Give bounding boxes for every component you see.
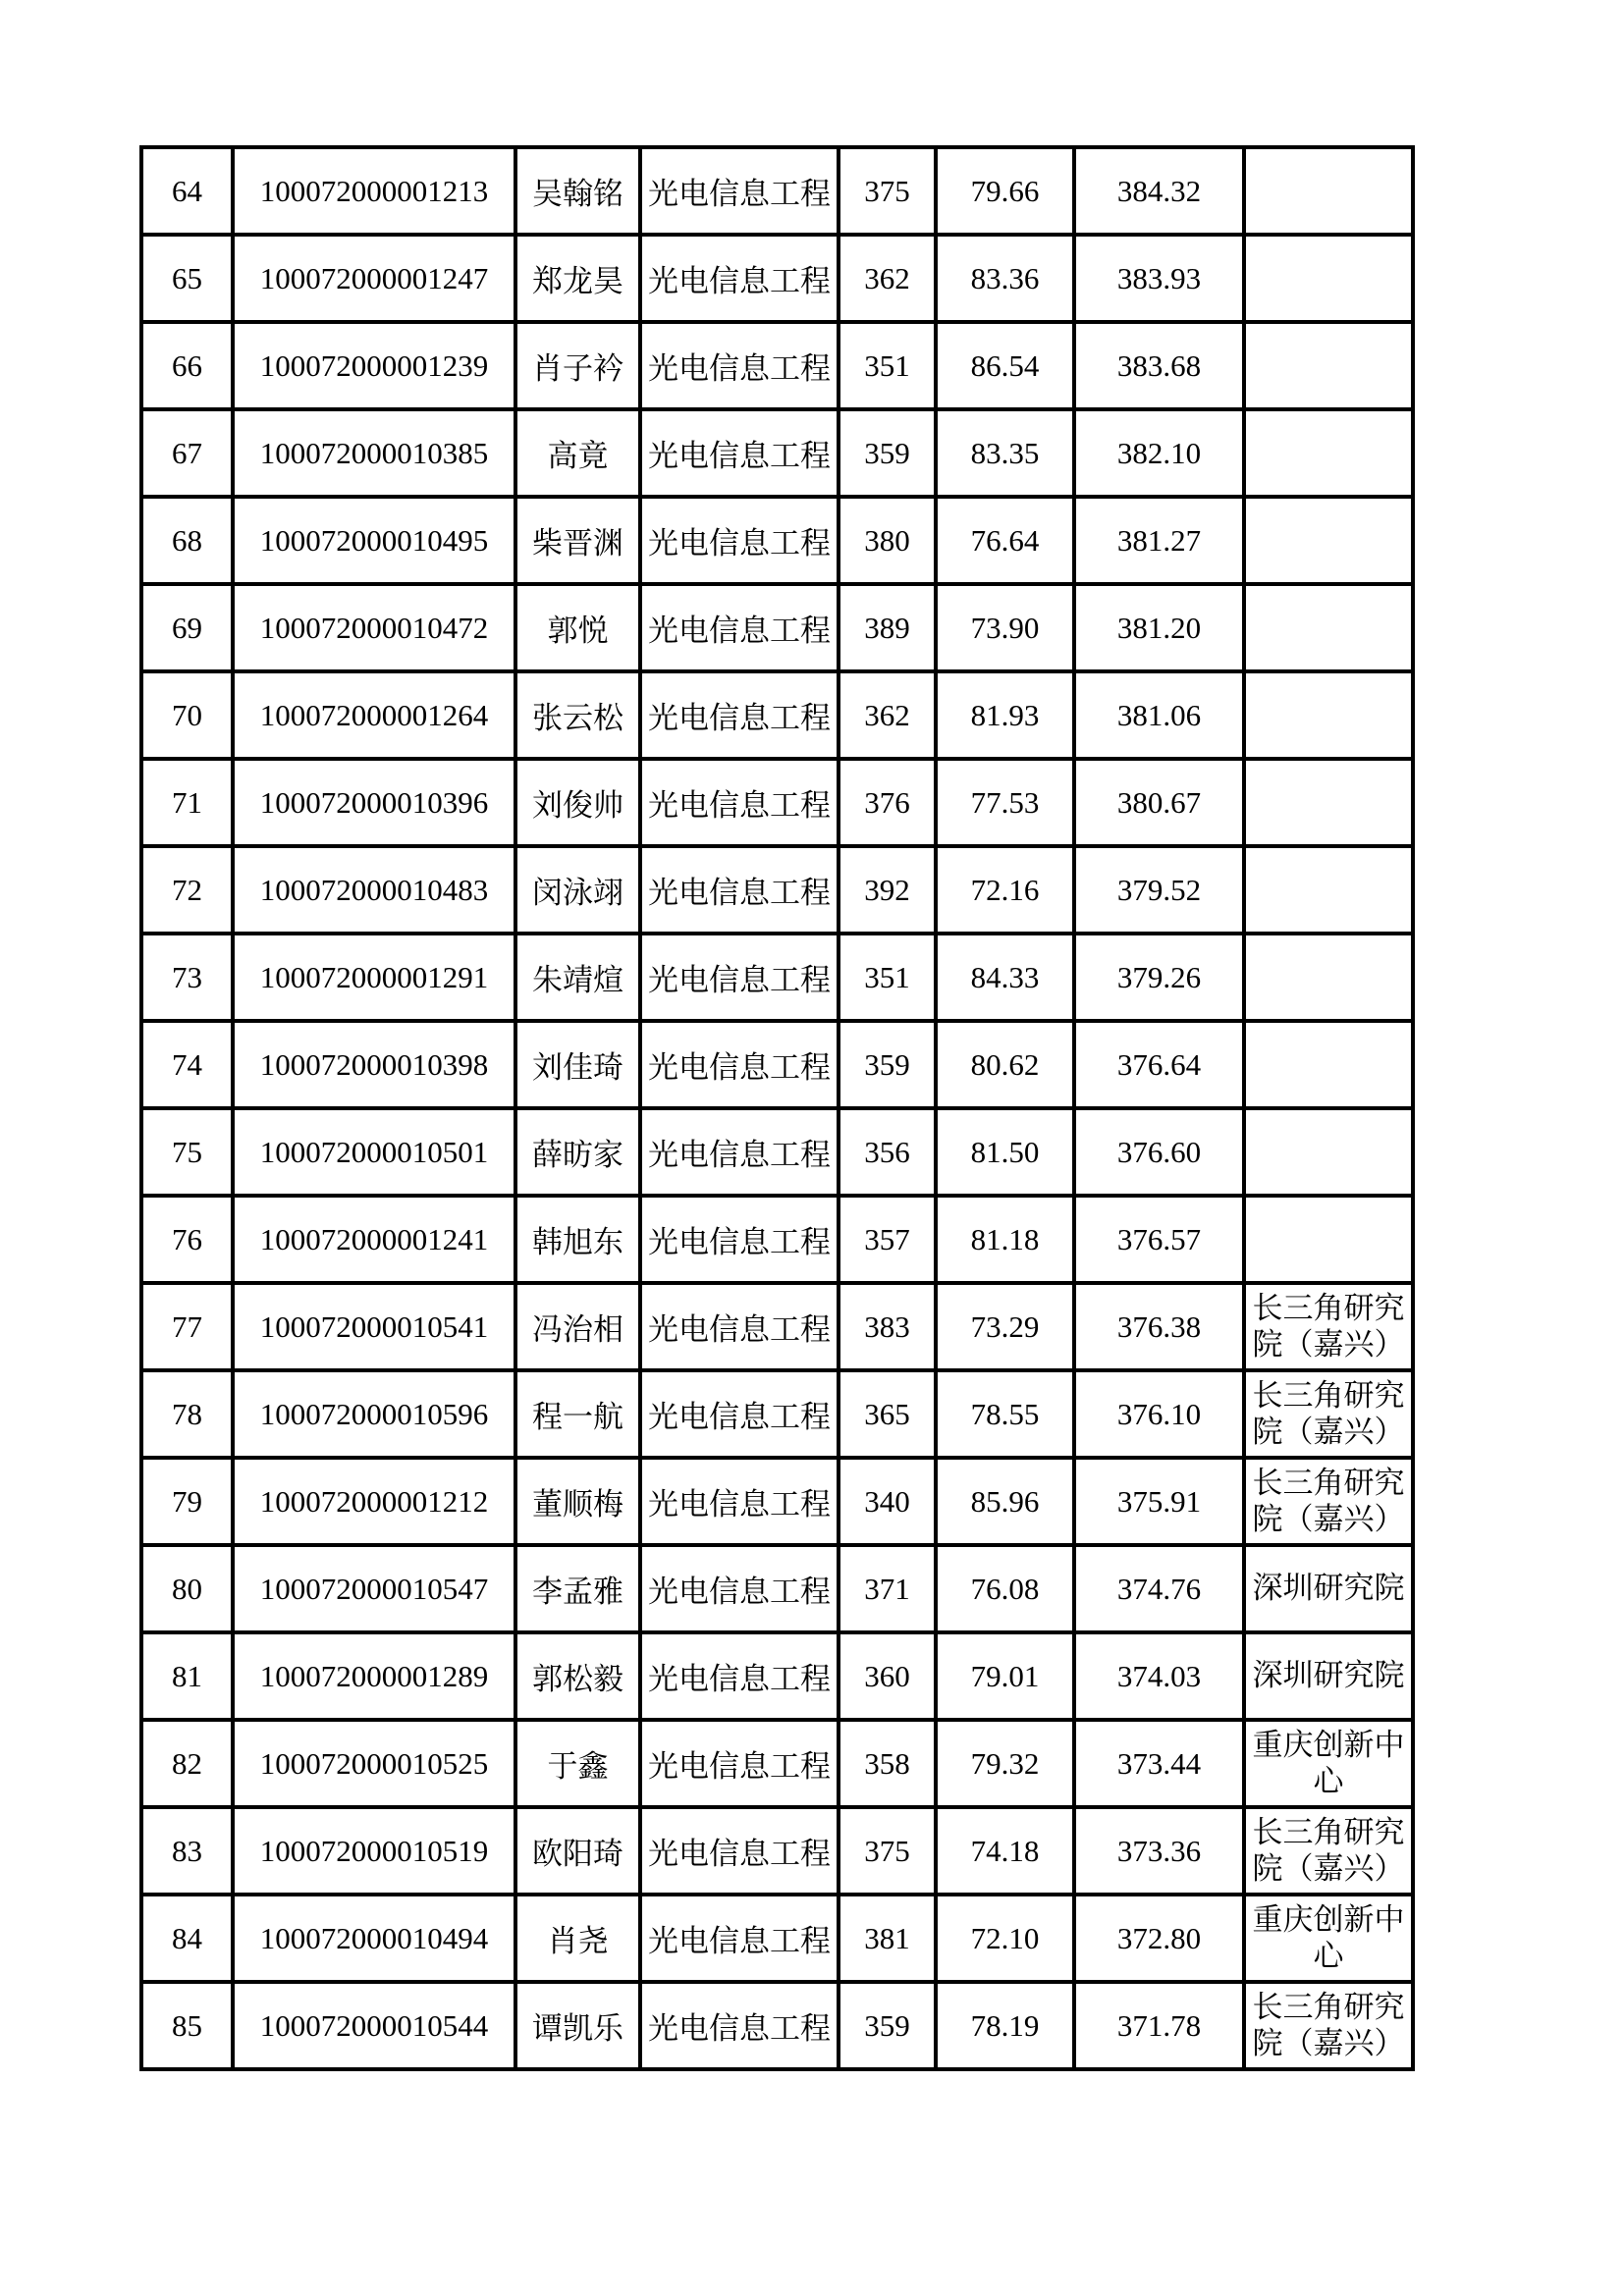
cell-name: 李孟雅	[515, 1545, 640, 1632]
cell-major: 光电信息工程	[640, 1458, 839, 1545]
cell-total: 379.52	[1074, 846, 1244, 934]
cell-major: 光电信息工程	[640, 1545, 839, 1632]
cell-major: 光电信息工程	[640, 846, 839, 934]
cell-total: 384.32	[1074, 147, 1244, 235]
cell-total: 380.67	[1074, 759, 1244, 846]
cell-id: 100072000010547	[233, 1545, 515, 1632]
cell-name: 程一航	[515, 1370, 640, 1458]
table-row	[141, 759, 1413, 846]
cell-id: 100072000001291	[233, 934, 515, 1021]
table-row	[141, 846, 1413, 934]
cell-note: 长三角研究院（嘉兴）	[1244, 1370, 1413, 1458]
cell-total: 383.68	[1074, 322, 1244, 409]
cell-major: 光电信息工程	[640, 1982, 839, 2069]
cell-total: 371.78	[1074, 1982, 1244, 2069]
cell-score1: 376	[839, 759, 936, 846]
cell-score1: 357	[839, 1196, 936, 1283]
cell-seq: 76	[141, 1196, 233, 1283]
cell-seq: 72	[141, 846, 233, 934]
cell-note: 长三角研究院（嘉兴）	[1244, 1458, 1413, 1545]
cell-note	[1244, 584, 1413, 671]
cell-major: 光电信息工程	[640, 1720, 839, 1807]
cell-score2: 73.90	[936, 584, 1074, 671]
cell-total: 372.80	[1074, 1895, 1244, 1982]
cell-total: 373.36	[1074, 1807, 1244, 1895]
cell-seq: 83	[141, 1807, 233, 1895]
cell-total: 379.26	[1074, 934, 1244, 1021]
cell-score1: 358	[839, 1720, 936, 1807]
cell-major: 光电信息工程	[640, 409, 839, 497]
cell-major: 光电信息工程	[640, 147, 839, 235]
cell-major: 光电信息工程	[640, 934, 839, 1021]
cell-note	[1244, 235, 1413, 322]
cell-note: 长三角研究院（嘉兴）	[1244, 1283, 1413, 1370]
table-row	[141, 1196, 1413, 1283]
cell-total: 376.38	[1074, 1283, 1244, 1370]
table-row	[141, 409, 1413, 497]
cell-id: 100072000001239	[233, 322, 515, 409]
cell-id: 100072000010385	[233, 409, 515, 497]
cell-id: 100072000001264	[233, 671, 515, 759]
cell-score2: 72.16	[936, 846, 1074, 934]
cell-score2: 81.93	[936, 671, 1074, 759]
cell-major: 光电信息工程	[640, 671, 839, 759]
table-row	[141, 1370, 1413, 1458]
cell-total: 381.27	[1074, 497, 1244, 584]
cell-seq: 66	[141, 322, 233, 409]
cell-note: 深圳研究院	[1244, 1545, 1413, 1632]
cell-note: 长三角研究院（嘉兴）	[1244, 1807, 1413, 1895]
cell-note	[1244, 759, 1413, 846]
cell-score2: 83.36	[936, 235, 1074, 322]
cell-major: 光电信息工程	[640, 759, 839, 846]
cell-score1: 360	[839, 1632, 936, 1720]
cell-seq: 79	[141, 1458, 233, 1545]
table-row	[141, 147, 1413, 235]
cell-major: 光电信息工程	[640, 1021, 839, 1108]
cell-id: 100072000001241	[233, 1196, 515, 1283]
cell-note	[1244, 497, 1413, 584]
cell-total: 376.64	[1074, 1021, 1244, 1108]
table-row	[141, 1982, 1413, 2069]
cell-score1: 351	[839, 322, 936, 409]
table-row	[141, 1545, 1413, 1632]
cell-name: 薛昉家	[515, 1108, 640, 1196]
cell-id: 100072000010483	[233, 846, 515, 934]
cell-score2: 81.18	[936, 1196, 1074, 1283]
table-row	[141, 1021, 1413, 1108]
cell-major: 光电信息工程	[640, 1108, 839, 1196]
cell-score1: 362	[839, 235, 936, 322]
cell-score2: 79.01	[936, 1632, 1074, 1720]
cell-name: 郭悦	[515, 584, 640, 671]
cell-name: 朱靖煊	[515, 934, 640, 1021]
cell-score1: 351	[839, 934, 936, 1021]
cell-total: 383.93	[1074, 235, 1244, 322]
cell-score2: 79.32	[936, 1720, 1074, 1807]
cell-major: 光电信息工程	[640, 584, 839, 671]
cell-score1: 359	[839, 1982, 936, 2069]
cell-score2: 86.54	[936, 322, 1074, 409]
cell-score2: 83.35	[936, 409, 1074, 497]
cell-total: 375.91	[1074, 1458, 1244, 1545]
cell-name: 吴翰铭	[515, 147, 640, 235]
cell-name: 郭松毅	[515, 1632, 640, 1720]
cell-name: 高竟	[515, 409, 640, 497]
cell-score2: 74.18	[936, 1807, 1074, 1895]
cell-total: 376.57	[1074, 1196, 1244, 1283]
cell-score2: 78.55	[936, 1370, 1074, 1458]
cell-score2: 78.19	[936, 1982, 1074, 2069]
table-row	[141, 497, 1413, 584]
cell-score2: 81.50	[936, 1108, 1074, 1196]
cell-major: 光电信息工程	[640, 235, 839, 322]
cell-id: 100072000001247	[233, 235, 515, 322]
cell-seq: 78	[141, 1370, 233, 1458]
table-row	[141, 934, 1413, 1021]
cell-note	[1244, 147, 1413, 235]
cell-seq: 80	[141, 1545, 233, 1632]
cell-seq: 69	[141, 584, 233, 671]
cell-score1: 383	[839, 1283, 936, 1370]
cell-score2: 79.66	[936, 147, 1074, 235]
cell-seq: 85	[141, 1982, 233, 2069]
cell-total: 374.03	[1074, 1632, 1244, 1720]
cell-major: 光电信息工程	[640, 1370, 839, 1458]
cell-name: 欧阳琦	[515, 1807, 640, 1895]
cell-note	[1244, 1196, 1413, 1283]
cell-name: 刘佳琦	[515, 1021, 640, 1108]
cell-seq: 68	[141, 497, 233, 584]
cell-score1: 365	[839, 1370, 936, 1458]
cell-score2: 73.29	[936, 1283, 1074, 1370]
cell-name: 谭凯乐	[515, 1982, 640, 2069]
cell-score1: 359	[839, 1021, 936, 1108]
cell-total: 374.76	[1074, 1545, 1244, 1632]
cell-seq: 67	[141, 409, 233, 497]
table-row	[141, 671, 1413, 759]
cell-note	[1244, 1021, 1413, 1108]
cell-major: 光电信息工程	[640, 1283, 839, 1370]
cell-id: 100072000001213	[233, 147, 515, 235]
cell-score2: 85.96	[936, 1458, 1074, 1545]
cell-name: 肖子衿	[515, 322, 640, 409]
cell-id: 100072000001289	[233, 1632, 515, 1720]
cell-note	[1244, 322, 1413, 409]
table-row	[141, 1807, 1413, 1895]
cell-score2: 72.10	[936, 1895, 1074, 1982]
table-row	[141, 1283, 1413, 1370]
cell-total: 381.06	[1074, 671, 1244, 759]
cell-score2: 84.33	[936, 934, 1074, 1021]
cell-note	[1244, 846, 1413, 934]
cell-name: 郑龙昊	[515, 235, 640, 322]
cell-id: 100072000010494	[233, 1895, 515, 1982]
cell-score1: 371	[839, 1545, 936, 1632]
cell-seq: 82	[141, 1720, 233, 1807]
cell-name: 刘俊帅	[515, 759, 640, 846]
cell-seq: 65	[141, 235, 233, 322]
table-row	[141, 1632, 1413, 1720]
cell-score1: 340	[839, 1458, 936, 1545]
cell-score1: 380	[839, 497, 936, 584]
cell-seq: 70	[141, 671, 233, 759]
cell-seq: 77	[141, 1283, 233, 1370]
cell-major: 光电信息工程	[640, 322, 839, 409]
cell-note	[1244, 1108, 1413, 1196]
cell-score2: 80.62	[936, 1021, 1074, 1108]
cell-score1: 375	[839, 1807, 936, 1895]
cell-total: 381.20	[1074, 584, 1244, 671]
cell-id: 100072000010519	[233, 1807, 515, 1895]
cell-major: 光电信息工程	[640, 1632, 839, 1720]
cell-note: 重庆创新中心	[1244, 1895, 1413, 1982]
score-table-body	[141, 147, 1413, 2069]
cell-id: 100072000010472	[233, 584, 515, 671]
cell-score2: 76.08	[936, 1545, 1074, 1632]
cell-id: 100072000010525	[233, 1720, 515, 1807]
cell-note: 重庆创新中心	[1244, 1720, 1413, 1807]
cell-note	[1244, 671, 1413, 759]
cell-score1: 356	[839, 1108, 936, 1196]
cell-total: 376.10	[1074, 1370, 1244, 1458]
table-row	[141, 1720, 1413, 1807]
cell-score1: 381	[839, 1895, 936, 1982]
cell-major: 光电信息工程	[640, 497, 839, 584]
cell-id: 100072000010495	[233, 497, 515, 584]
cell-name: 韩旭东	[515, 1196, 640, 1283]
cell-note	[1244, 934, 1413, 1021]
cell-id: 100072000001212	[233, 1458, 515, 1545]
score-table	[139, 145, 1415, 2071]
table-row	[141, 1458, 1413, 1545]
cell-seq: 75	[141, 1108, 233, 1196]
cell-score1: 359	[839, 409, 936, 497]
cell-note: 深圳研究院	[1244, 1632, 1413, 1720]
cell-major: 光电信息工程	[640, 1196, 839, 1283]
cell-id: 100072000010541	[233, 1283, 515, 1370]
cell-name: 肖尧	[515, 1895, 640, 1982]
table-row	[141, 1895, 1413, 1982]
cell-total: 376.60	[1074, 1108, 1244, 1196]
cell-score1: 392	[839, 846, 936, 934]
table-row	[141, 322, 1413, 409]
cell-id: 100072000010398	[233, 1021, 515, 1108]
cell-score1: 362	[839, 671, 936, 759]
cell-note: 长三角研究院（嘉兴）	[1244, 1982, 1413, 2069]
cell-score1: 389	[839, 584, 936, 671]
cell-name: 于鑫	[515, 1720, 640, 1807]
cell-id: 100072000010396	[233, 759, 515, 846]
cell-id: 100072000010544	[233, 1982, 515, 2069]
cell-name: 闵泳翊	[515, 846, 640, 934]
cell-seq: 74	[141, 1021, 233, 1108]
cell-id: 100072000010501	[233, 1108, 515, 1196]
cell-name: 冯治相	[515, 1283, 640, 1370]
cell-score2: 77.53	[936, 759, 1074, 846]
table-row	[141, 1108, 1413, 1196]
cell-name: 董顺梅	[515, 1458, 640, 1545]
cell-id: 100072000010596	[233, 1370, 515, 1458]
cell-name: 张云松	[515, 671, 640, 759]
cell-seq: 73	[141, 934, 233, 1021]
cell-note	[1244, 409, 1413, 497]
cell-score1: 375	[839, 147, 936, 235]
cell-major: 光电信息工程	[640, 1807, 839, 1895]
table-row	[141, 584, 1413, 671]
cell-seq: 84	[141, 1895, 233, 1982]
cell-seq: 64	[141, 147, 233, 235]
table-row	[141, 235, 1413, 322]
cell-total: 382.10	[1074, 409, 1244, 497]
cell-seq: 81	[141, 1632, 233, 1720]
cell-score2: 76.64	[936, 497, 1074, 584]
cell-seq: 71	[141, 759, 233, 846]
cell-major: 光电信息工程	[640, 1895, 839, 1982]
cell-name: 柴晋渊	[515, 497, 640, 584]
cell-total: 373.44	[1074, 1720, 1244, 1807]
